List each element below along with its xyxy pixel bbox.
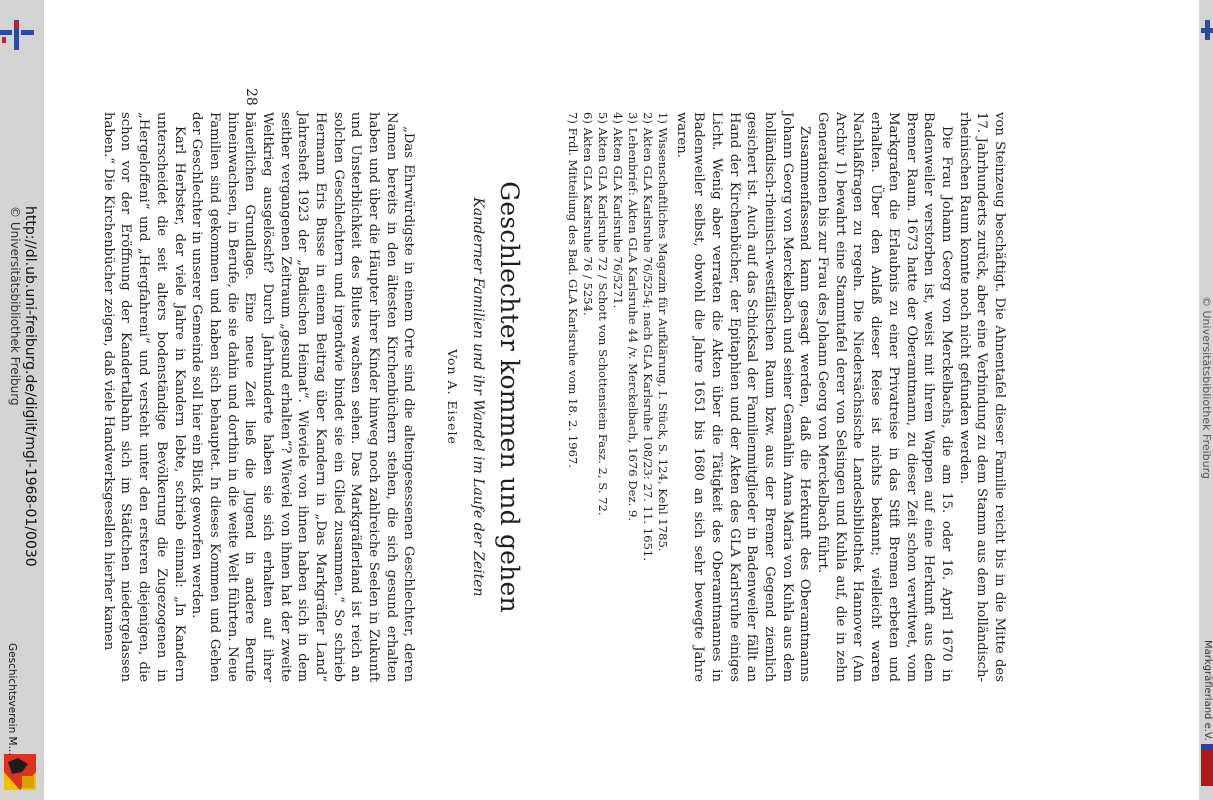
rotated-page-content	[60, 0, 1086, 780]
article-paragraph-1: „Das Ehrwürdigste in einem Orte sind die alteingesessenen Geschlechter, deren Namen bereits in den ältesten Kirchenbüchern stehen, die sich gesund erhalten haben und über die Häupter ihrer Kinder hinweg noch zahlreiche Seelen in Zukunft und Unsterblichkeit des Blutes wachsen sehen. Das Markgräflerland ist reich an solchen Geschlechtern und irgendwie bindet sie ein Glied zusammen.“ So schrieb Hermann Eris Busse in einem Beitrag über Kandern in „Das Markgräfler Land“ Jahresheft 1923 der „Badischen Heimat“. Wieviele von ihnen haben sich in dem seither vergangenen Zeitraum „gesund erhalten“? Wieviel von ihnen hat der zweite Weltkrieg ausgelöscht? Durch Jahrhunderte haben sie sich erhalten auf ihrer bäuerlichen Grundlage. Eine neue Zeit ließ die Jugend in andere Berufe hineinwachsen, in Berufe, die sie dahin und dorthin in die weite Welt führten. Neue Familien sind gekommen und haben sich behauptet. In dieses Kommen und Gehen der Geschlechter in unserer Gemeinde soll hier ein Blick geworfen werden.	[189, 112, 417, 682]
footnote-7: 7) Frdl. Mitteilung des Bad. GLA Karlsruhe vom 18. 2. 1967.	[565, 112, 580, 469]
footnote-2: 2) Akten GLA Karlsruhe 76/5254; nach GLA Karlsruhe 108/23: 27. 11. 1651.	[640, 112, 655, 561]
article-title: Geschlechter kommen und gehen	[495, 181, 525, 613]
footnote-1: 1) Wissenschaftliches Magazin für Aufklärung, I. Stück, S. 124, Kehl 1785.	[655, 112, 670, 552]
vertical-credit-right	[1199, 0, 1213, 800]
scanned-page	[60, 0, 1086, 800]
page-number: 28	[243, 88, 259, 106]
copyright-notice: © Universitätsbibliothek Freiburg	[8, 206, 22, 406]
copyright-right-text: © Universitätsbibliothek Freiburg	[1200, 296, 1213, 479]
article-paragraph-2: Karl Herbster, der viele Jahre in Kandern lebte, schrieb einmal: „In Kandern unterscheidet die seit alters bodenständige Bevölkerung die Zugezogenen in „Hergeloffeni“ und „Hergfahreni“ und versteht unter den ersteren diejenigen, die schon vor der Eröffnung der Kandertalbahn sich im Städtchen niedergelassen haben.“ Die Kirchenbücher zeigen, daß viele Handwerksgesellen hierher kamen	[100, 112, 187, 682]
vertical-credit-left	[2, 0, 18, 800]
footnotes-list	[565, 112, 670, 682]
intro-paragraph-3: Zusammenfassend kann gesagt werden, daß die Herkunft des Oberamtmanns Johann Georg von Merckelbach und seiner Gemahlin Anna Maria von Kuhla aus dem holländisch-rheinisch-westfälischen Raum bzw. aus der Bremer Gegend ziemlich gesichert ist. Auch auf das Schicksal der Familienmitglieder in Badenweiler fällt an Hand der Kirchenbücher, der Epitaphien und der Akten des GLA Karlsruhe einiges Licht. Wenig aber verraten die Akten über die Tätigkeit des Oberamtmannes in Badenweiler selbst, obwohl die Jahre 1651 bis 1680 an sich sehr bewegte Jahre waren.	[673, 112, 813, 682]
page-text-block	[99, 112, 1008, 682]
article-author: Von A. Eisele	[445, 349, 461, 445]
footnote-3: 3) Lehenbrief: Akten GLA Karlsruhe 44 /v. Merckelbach, 1676 Dez. 9.	[625, 112, 640, 522]
footnote-5: 5) Akten GLA Karlsruhe 72 / Schott von Schottenstein Fasz. 2, S. 72.	[595, 112, 610, 516]
intro-paragraph-1: von Steinzeug beschäftigt. Die Ahnentafel dieser Familie reicht bis in die Mitte des 17. Jahrhunderts zurück, aber eine Verbindung zu dem Stamm aus dem holländisch-rheinischen Raum konnte noch nicht gefunden werden.	[956, 112, 1007, 682]
intro-paragraph-2: Die Frau Johann Georg von Merckelbachs, die am 15. oder 16. April 1670 in Badenweiler verstorben ist, weist mit ihrem Wappen auf eine Herkunft aus dem Bremer Raum. 1673 hatte der Oberamtmann, zu dieser Zeit schon verwitwet, vom Markgrafen die Erlaubnis zu einer Privatreise in das Stift Bremen erbeten und erhalten. Über den Anlaß dieser Reise ist nichts bekannt; vielleicht waren Nachlaßfragen zu regeln. Die Niedersächsische Landesbibliothek Hannover (Am Archiv 1) bewahrt eine Stammtafel derer von Selsingen und Kuhla auf, die in zehn Generationen bis zur Frau des Johann Georg von Merckelbach führt.	[815, 112, 954, 682]
footnote-6: 6) Akten GLA Karlsruhe 76 / 5254.	[580, 112, 595, 316]
permalink-url[interactable]: http://dl.ub.uni-freiburg.de/diglit/mgl-1968-01/0030	[22, 206, 38, 567]
credit-right-text: Markgräflerland e.V.	[1202, 640, 1213, 741]
credit-left-text: Geschichtsverein M...	[6, 643, 18, 756]
footnote-4: 4) Akten GLA Karlsruhe 76/5271.	[610, 112, 625, 309]
article-subtitle: Kanderner Familien und ihr Wandel im Laufe der Zeiten	[470, 197, 486, 597]
